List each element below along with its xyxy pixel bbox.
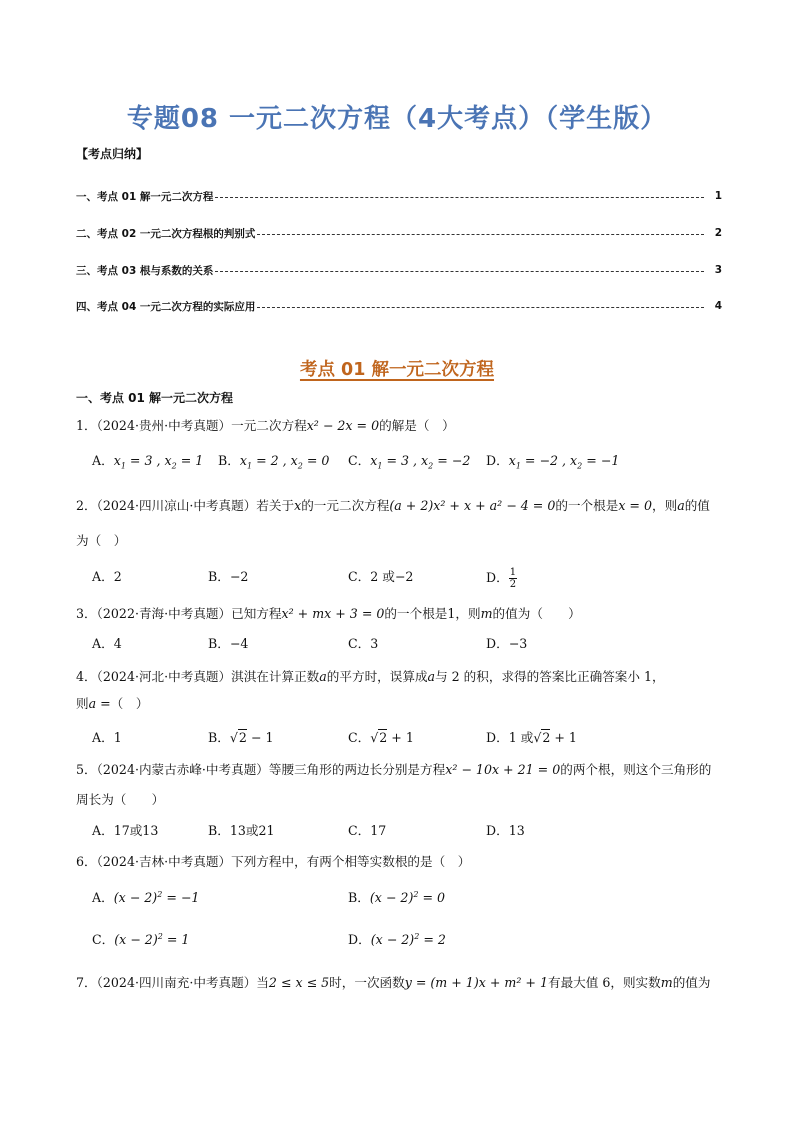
fraction-half: $\frac{1}{2}$ [509,567,517,590]
q5-option-c[interactable]: C．17 [348,823,387,838]
q2-option-a[interactable]: A．2 [92,569,122,584]
toc-leader [215,271,704,272]
toc-item-text: 一、考点 01 解一元二次方程 [76,190,214,203]
q3-option-c[interactable]: C．3 [348,636,379,651]
toc-page-number: 2 [714,227,722,239]
toc-item-1[interactable] [76,188,722,204]
toc-item-text: 四、考点 04 一元二次方程的实际应用 [76,300,256,313]
section-heading: 考点 01 解一元二次方程 [299,360,495,380]
question-7: 7．（2024·四川南充·中考真题）当2 ≤ x ≤ 5时，一次函数y = (m + 1)x + m² + 1有最大值 6，则实数m的值为 [76,975,711,990]
toc-label: 【考点归纳】 [76,147,149,161]
question-2-line2: 为（ ） [76,533,127,548]
question-1: 1．（2024·贵州·中考真题）一元二次方程x² − 2x = 0的解是（ ） [76,418,455,433]
q2-option-c[interactable]: C．2 或−2 [348,569,414,584]
question-3: 3．（2022·青海·中考真题）已知方程x² + mx + 3 = 0的一个根是1，则m的值为（ ） [76,606,581,621]
q4-option-c[interactable]: C．√2 + 1 [348,730,414,745]
q3-option-a[interactable]: A．4 [92,636,122,651]
q6-option-a[interactable]: A．$(x - 2)^2 = -1$ [92,889,200,905]
q6-option-b[interactable]: B．$(x - 2)^2 = 0$ [348,889,446,905]
toc-page-number: 1 [714,190,722,202]
q4-option-d[interactable]: D．1 或√2 + 1 [486,730,577,745]
toc-leader [215,197,704,198]
question-5: 5．（2024·内蒙古赤峰·中考真题）等腰三角形的两边长分别是方程x² − 10x + 21 = 0的两个根，则这个三角形的 [76,762,712,777]
toc-leader [257,307,704,308]
q6-option-c[interactable]: C．$(x - 2)^2 = 1$ [92,931,190,947]
q2-option-d[interactable]: D． $\frac{1}{2}$ [486,567,517,590]
q3-option-d[interactable]: D．−3 [486,636,528,651]
q6-option-d[interactable]: D．$(x - 2)^2 = 2$ [348,931,446,947]
q1-option-d[interactable]: D．$x_1 = -2$ , $x_2 = -1$ [486,453,620,471]
section-subheading: 一、考点 01 解一元二次方程 [76,391,234,405]
question-4: 4．（2024·河北·中考真题）淇淇在计算正数a的平方时，误算成a与 2 的积，求得的答案比正确答案小 1， [76,669,665,684]
toc-item-text: 二、考点 02 一元二次方程根的判别式 [76,227,256,240]
question-6: 6．（2024·吉林·中考真题）下列方程中，有两个相等实数根的是（ ） [76,854,471,869]
q3-option-b[interactable]: B．−4 [208,636,249,651]
toc-page-number: 3 [714,264,722,276]
q5-option-a[interactable]: A．17或13 [92,823,159,838]
question-5-line2: 周长为（ ） [76,792,165,807]
toc-item-2[interactable] [76,225,722,241]
q1-option-c[interactable]: C．$x_1 = 3$ , $x_2 = -2$ [348,453,471,471]
q1-option-b[interactable]: B．$x_1 = 2$ , $x_2 = 0$ [218,453,330,471]
question-4-line2: 则a =（ ） [76,696,149,711]
q5-option-d[interactable]: D．13 [486,823,525,838]
toc-leader [257,234,704,235]
q2-option-b[interactable]: B．−2 [208,569,249,584]
q1-option-a[interactable]: A．$x_1 = 3$ , $x_2 = 1$ [92,453,204,471]
question-2: 2．（2024·四川凉山·中考真题）若关于x的一元二次方程(a + 2)x² + x + a² − 4 = 0的一个根是x = 0，则a的值 [76,498,710,513]
toc-item-4[interactable] [76,298,722,314]
toc-page-number: 4 [714,300,722,312]
toc-item-3[interactable] [76,262,722,278]
page-title: 专题08 一元二次方程（4大考点）（学生版） [126,104,668,134]
q4-option-b[interactable]: B．√2 − 1 [208,730,274,745]
q4-option-a[interactable]: A．1 [92,730,122,745]
q5-option-b[interactable]: B．13或21 [208,823,275,838]
toc-item-text: 三、考点 03 根与系数的关系 [76,264,214,277]
